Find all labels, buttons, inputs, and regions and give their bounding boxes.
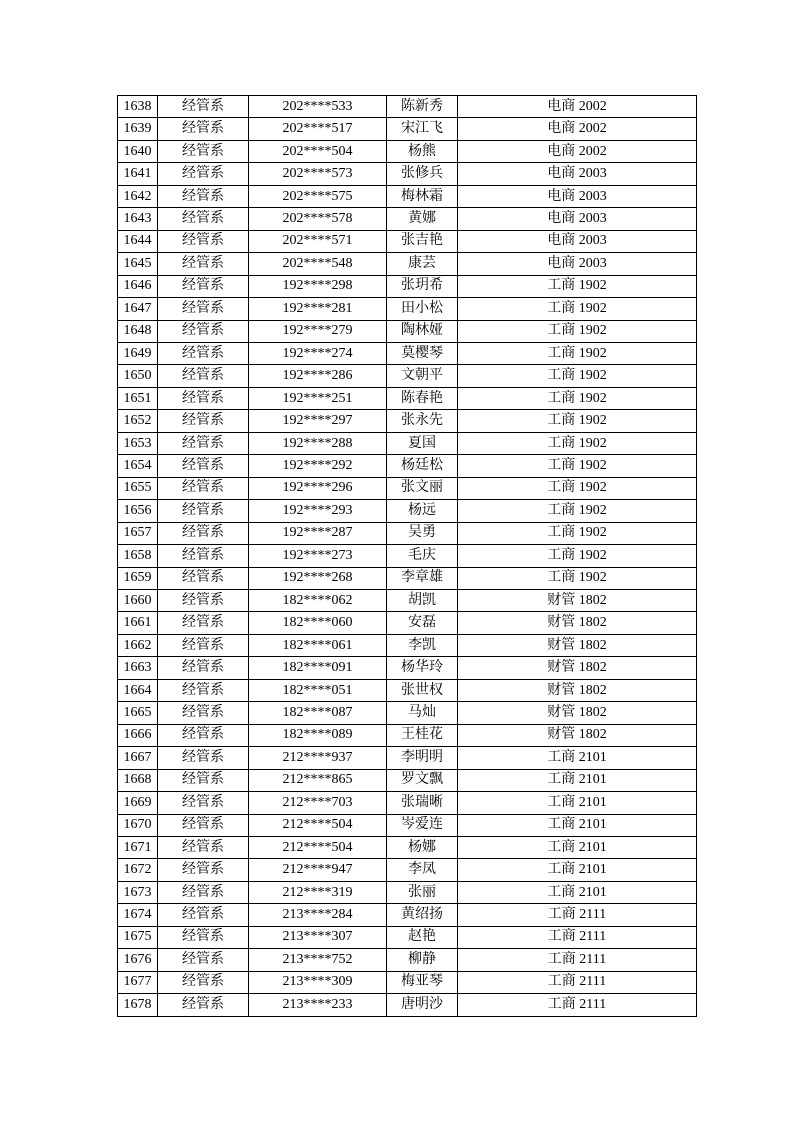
cell-student-id: 212****947 [249,859,387,881]
cell-name: 李凯 [387,634,458,656]
cell-name: 张修兵 [387,163,458,185]
cell-department: 经管系 [158,634,249,656]
cell-class: 工商 1902 [458,545,697,567]
cell-seq: 1657 [118,522,158,544]
cell-class: 工商 1902 [458,522,697,544]
cell-seq: 1655 [118,477,158,499]
table-row [118,163,697,185]
cell-department: 经管系 [158,96,249,118]
cell-department: 经管系 [158,163,249,185]
cell-student-id: 192****297 [249,410,387,432]
table-row [118,275,697,297]
cell-seq: 1640 [118,140,158,162]
table-row [118,298,697,320]
table-row [118,342,697,364]
cell-name: 张丽 [387,881,458,903]
table-row [118,836,697,858]
table-row [118,253,697,275]
cell-department: 经管系 [158,455,249,477]
cell-student-id: 192****296 [249,477,387,499]
table-row [118,792,697,814]
cell-seq: 1670 [118,814,158,836]
table-row [118,118,697,140]
cell-department: 经管系 [158,118,249,140]
cell-class: 工商 2111 [458,949,697,971]
table-row [118,589,697,611]
cell-seq: 1667 [118,747,158,769]
cell-class: 电商 2002 [458,96,697,118]
cell-student-id: 202****573 [249,163,387,185]
cell-department: 经管系 [158,185,249,207]
cell-department: 经管系 [158,208,249,230]
table-row [118,500,697,522]
cell-student-id: 182****087 [249,702,387,724]
cell-student-id: 192****281 [249,298,387,320]
cell-department: 经管系 [158,365,249,387]
cell-seq: 1651 [118,387,158,409]
cell-student-id: 212****504 [249,814,387,836]
table-row [118,904,697,926]
cell-name: 陈新秀 [387,96,458,118]
cell-department: 经管系 [158,859,249,881]
cell-student-id: 212****504 [249,836,387,858]
table-row [118,387,697,409]
cell-class: 工商 1902 [458,320,697,342]
cell-seq: 1642 [118,185,158,207]
cell-student-id: 192****273 [249,545,387,567]
cell-seq: 1673 [118,881,158,903]
table-row [118,747,697,769]
cell-name: 李明明 [387,747,458,769]
table-row [118,477,697,499]
cell-department: 经管系 [158,904,249,926]
cell-name: 文朝平 [387,365,458,387]
cell-class: 工商 1902 [458,567,697,589]
cell-name: 岑爱连 [387,814,458,836]
cell-name: 张瑞晰 [387,792,458,814]
cell-class: 工商 1902 [458,342,697,364]
cell-seq: 1664 [118,679,158,701]
cell-name: 李章雄 [387,567,458,589]
cell-seq: 1649 [118,342,158,364]
cell-student-id: 202****504 [249,140,387,162]
cell-name: 梅亚琴 [387,971,458,993]
cell-seq: 1638 [118,96,158,118]
table-row [118,814,697,836]
cell-name: 唐明沙 [387,994,458,1017]
cell-class: 工商 2111 [458,904,697,926]
cell-student-id: 192****251 [249,387,387,409]
cell-department: 经管系 [158,477,249,499]
table-row [118,140,697,162]
cell-seq: 1646 [118,275,158,297]
cell-student-id: 202****571 [249,230,387,252]
cell-name: 张吉艳 [387,230,458,252]
cell-name: 王桂花 [387,724,458,746]
cell-name: 田小松 [387,298,458,320]
cell-class: 工商 2101 [458,881,697,903]
cell-name: 康芸 [387,253,458,275]
cell-department: 经管系 [158,320,249,342]
cell-student-id: 182****091 [249,657,387,679]
cell-student-id: 212****703 [249,792,387,814]
cell-name: 张世权 [387,679,458,701]
cell-class: 财管 1802 [458,679,697,701]
cell-department: 经管系 [158,702,249,724]
cell-seq: 1648 [118,320,158,342]
cell-class: 财管 1802 [458,657,697,679]
cell-seq: 1663 [118,657,158,679]
cell-class: 电商 2003 [458,208,697,230]
table-row [118,926,697,948]
cell-department: 经管系 [158,881,249,903]
cell-student-id: 192****292 [249,455,387,477]
cell-department: 经管系 [158,836,249,858]
cell-name: 柳静 [387,949,458,971]
cell-class: 工商 2101 [458,769,697,791]
table-row [118,859,697,881]
table-row [118,185,697,207]
cell-name: 马灿 [387,702,458,724]
cell-name: 张文丽 [387,477,458,499]
cell-student-id: 202****517 [249,118,387,140]
cell-class: 工商 1902 [458,298,697,320]
cell-seq: 1677 [118,971,158,993]
cell-seq: 1659 [118,567,158,589]
cell-seq: 1674 [118,904,158,926]
table-row [118,657,697,679]
table-row [118,949,697,971]
cell-seq: 1669 [118,792,158,814]
cell-seq: 1672 [118,859,158,881]
cell-class: 工商 2101 [458,792,697,814]
table-row [118,612,697,634]
cell-department: 经管系 [158,253,249,275]
cell-department: 经管系 [158,275,249,297]
cell-class: 工商 1902 [458,455,697,477]
table-row [118,634,697,656]
cell-name: 杨廷松 [387,455,458,477]
table-row [118,208,697,230]
table-row [118,769,697,791]
cell-student-id: 202****578 [249,208,387,230]
cell-department: 经管系 [158,432,249,454]
cell-name: 张永先 [387,410,458,432]
cell-class: 电商 2002 [458,118,697,140]
cell-student-id: 182****089 [249,724,387,746]
cell-seq: 1650 [118,365,158,387]
cell-student-id: 213****284 [249,904,387,926]
cell-class: 工商 1902 [458,387,697,409]
cell-seq: 1652 [118,410,158,432]
table-row [118,971,697,993]
cell-department: 经管系 [158,679,249,701]
table-row [118,96,697,118]
cell-department: 经管系 [158,971,249,993]
cell-student-id: 202****575 [249,185,387,207]
cell-student-id: 192****287 [249,522,387,544]
cell-student-id: 213****752 [249,949,387,971]
cell-name: 吴勇 [387,522,458,544]
table-row [118,230,697,252]
cell-department: 经管系 [158,769,249,791]
cell-department: 经管系 [158,792,249,814]
cell-name: 宋江飞 [387,118,458,140]
cell-department: 经管系 [158,545,249,567]
cell-student-id: 213****307 [249,926,387,948]
cell-seq: 1654 [118,455,158,477]
cell-seq: 1660 [118,589,158,611]
cell-department: 经管系 [158,949,249,971]
cell-name: 毛庆 [387,545,458,567]
cell-department: 经管系 [158,994,249,1017]
cell-department: 经管系 [158,926,249,948]
cell-name: 胡凯 [387,589,458,611]
cell-class: 工商 1902 [458,410,697,432]
cell-class: 工商 2101 [458,859,697,881]
cell-student-id: 182****061 [249,634,387,656]
cell-class: 工商 1902 [458,365,697,387]
cell-name: 罗文飘 [387,769,458,791]
cell-seq: 1656 [118,500,158,522]
cell-student-id: 182****051 [249,679,387,701]
cell-department: 经管系 [158,724,249,746]
cell-class: 财管 1802 [458,634,697,656]
cell-department: 经管系 [158,814,249,836]
student-table-body [118,96,697,1017]
cell-student-id: 182****062 [249,589,387,611]
cell-student-id: 202****548 [249,253,387,275]
cell-student-id: 192****286 [249,365,387,387]
cell-seq: 1662 [118,634,158,656]
cell-class: 工商 1902 [458,275,697,297]
cell-class: 工商 1902 [458,500,697,522]
cell-class: 电商 2002 [458,140,697,162]
cell-department: 经管系 [158,589,249,611]
cell-class: 财管 1802 [458,612,697,634]
cell-student-id: 182****060 [249,612,387,634]
cell-student-id: 202****533 [249,96,387,118]
cell-student-id: 192****288 [249,432,387,454]
cell-student-id: 192****279 [249,320,387,342]
cell-department: 经管系 [158,747,249,769]
table-row [118,881,697,903]
table-row [118,455,697,477]
cell-name: 杨娜 [387,836,458,858]
table-row [118,567,697,589]
cell-student-id: 192****298 [249,275,387,297]
cell-name: 杨华玲 [387,657,458,679]
cell-class: 工商 2111 [458,926,697,948]
cell-student-id: 213****309 [249,971,387,993]
cell-seq: 1668 [118,769,158,791]
cell-name: 赵艳 [387,926,458,948]
cell-name: 杨远 [387,500,458,522]
cell-student-id: 212****319 [249,881,387,903]
cell-department: 经管系 [158,140,249,162]
cell-department: 经管系 [158,500,249,522]
cell-department: 经管系 [158,522,249,544]
cell-class: 财管 1802 [458,724,697,746]
cell-student-id: 212****865 [249,769,387,791]
cell-name: 梅林霜 [387,185,458,207]
cell-name: 张玥希 [387,275,458,297]
cell-student-id: 192****293 [249,500,387,522]
cell-student-id: 192****274 [249,342,387,364]
cell-seq: 1665 [118,702,158,724]
cell-department: 经管系 [158,657,249,679]
student-roster-table [117,95,697,1017]
cell-student-id: 213****233 [249,994,387,1017]
cell-student-id: 192****268 [249,567,387,589]
cell-name: 安磊 [387,612,458,634]
cell-department: 经管系 [158,410,249,432]
cell-department: 经管系 [158,387,249,409]
cell-seq: 1661 [118,612,158,634]
cell-class: 电商 2003 [458,185,697,207]
cell-name: 黄娜 [387,208,458,230]
table-row [118,545,697,567]
table-row [118,702,697,724]
cell-class: 工商 2111 [458,971,697,993]
cell-class: 工商 2101 [458,836,697,858]
cell-class: 电商 2003 [458,163,697,185]
cell-class: 工商 2111 [458,994,697,1017]
cell-class: 工商 1902 [458,477,697,499]
cell-seq: 1641 [118,163,158,185]
cell-seq: 1666 [118,724,158,746]
table-row [118,432,697,454]
cell-seq: 1671 [118,836,158,858]
cell-seq: 1645 [118,253,158,275]
cell-seq: 1676 [118,949,158,971]
table-row [118,522,697,544]
table-row [118,679,697,701]
cell-seq: 1644 [118,230,158,252]
cell-seq: 1675 [118,926,158,948]
cell-seq: 1678 [118,994,158,1017]
cell-seq: 1647 [118,298,158,320]
cell-seq: 1643 [118,208,158,230]
cell-student-id: 212****937 [249,747,387,769]
cell-class: 财管 1802 [458,589,697,611]
cell-department: 经管系 [158,342,249,364]
table-row [118,724,697,746]
cell-seq: 1658 [118,545,158,567]
cell-department: 经管系 [158,298,249,320]
cell-name: 夏国 [387,432,458,454]
table-row [118,994,697,1017]
cell-class: 工商 2101 [458,814,697,836]
cell-name: 陶林娅 [387,320,458,342]
cell-seq: 1653 [118,432,158,454]
cell-class: 工商 2101 [458,747,697,769]
cell-name: 李凤 [387,859,458,881]
cell-name: 莫樱琴 [387,342,458,364]
cell-class: 电商 2003 [458,253,697,275]
cell-seq: 1639 [118,118,158,140]
cell-class: 电商 2003 [458,230,697,252]
table-row [118,365,697,387]
cell-department: 经管系 [158,612,249,634]
cell-department: 经管系 [158,567,249,589]
cell-class: 工商 1902 [458,432,697,454]
cell-name: 黄绍扬 [387,904,458,926]
cell-name: 杨熊 [387,140,458,162]
cell-department: 经管系 [158,230,249,252]
table-row [118,410,697,432]
cell-name: 陈春艳 [387,387,458,409]
table-row [118,320,697,342]
cell-class: 财管 1802 [458,702,697,724]
